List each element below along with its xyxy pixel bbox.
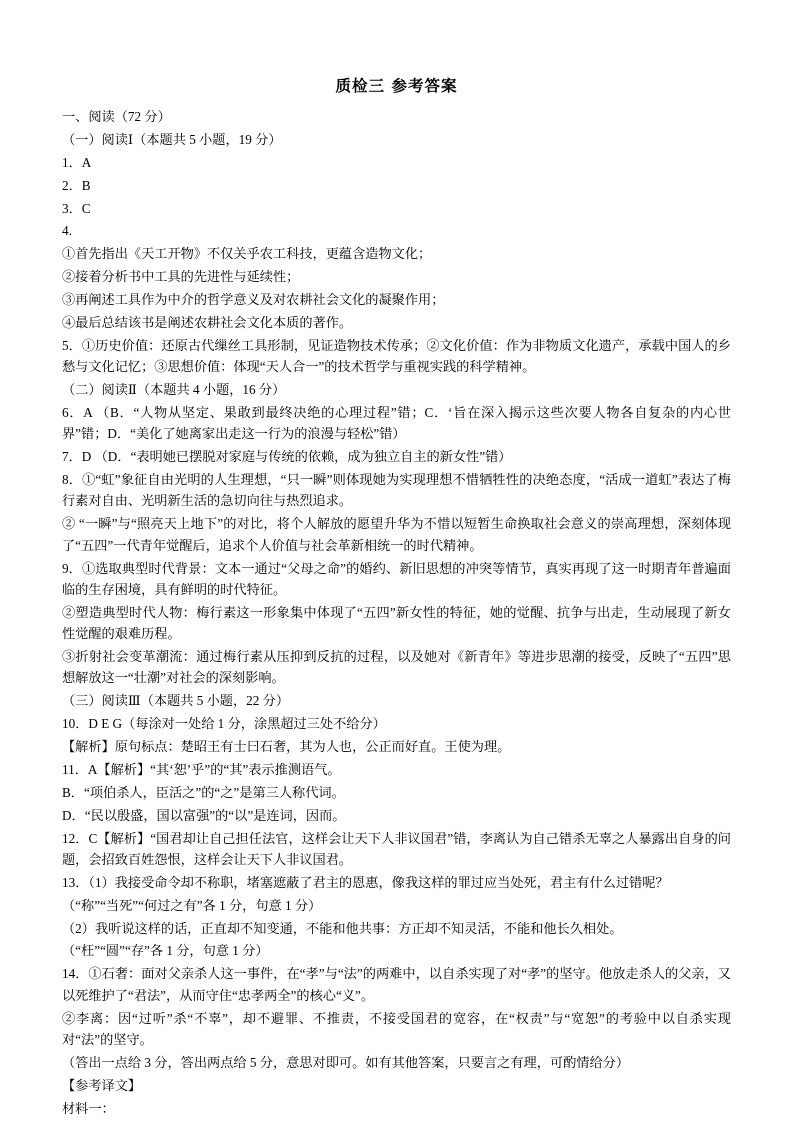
section-heading-1: 一、阅读（72 分） [62,109,171,124]
answer-item-2: 2．B [62,177,91,193]
answer-item-4-sub2: ②接着分析书中工具的先进性与延续性； [62,269,300,285]
answer-item-6: 6．A （B．“人物从坚定、果敢到最终决绝的心理过程”错；C．‘旨在深入揭示这些次要人物各自复杂的内心世界”错；D．“美化了她离家出走这一行为的浪漫与轻松”错） [62,404,731,442]
answer-item-10: 10．D E G（每涂对一处给 1 分，涂黑超过三处不给分） [62,716,386,732]
answer-item-8: 8．①“虹”象征自由光明的人生理想，“只一瞬”则体现她为实现理想不惜牺牲性的决绝态度，“活成一道虹”表达了梅行素对自由、光明新生活的急切向往与热烈追求。 [62,472,731,509]
subsection-heading-3: （三）阅读Ⅲ（本题共 5 小题，22 分） [62,693,290,709]
answer-item-8-sub2: ② “一瞬”与“照亮天上地下”的对比，将个人解放的愿望升华为不惜以短暂生命换取社会意义的崇高理想，深刻体现了“五四”一代青年觉醒后，追求个人价值与社会革新相统一的时代精神。 [62,516,731,553]
answer-item-13-note2: （“枉”“圆”“存”各 1 分，句意 1 分） [62,943,269,959]
answer-item-1: 1．A [62,154,92,170]
answer-item-9-sub2: ②塑造典型时代人物：梅行素这一形象集中体现了“五四”新女性的特征，她的觉醒、抗争与出走，生动展现了新女性觉醒的艰难历程。 [62,604,731,642]
answer-item-14: 14．①石奢：面对父亲杀人这一事件，在“孝”与“法”的两难中，以自杀实现了对“孝”的坚守。他放走杀人的父亲，又以死维护了“君法”，从而守住“忠孝两全”的核心“义”。 [62,966,731,1003]
answer-item-13: 13．（1）我接受命令却不称职，堵塞遮蔽了君主的恩惠，像我这样的罪过应当处死，君主有什么过错呢？ [62,874,669,890]
answer-item-11-sub-d: D．“民以殷盛，国以富强”的“以”是连词，因而。 [62,807,346,823]
answer-item-11-sub-b: B．“项伯杀人，臣活之”的“之”是第三人称代词。 [62,784,345,800]
reference-translation-heading: 【参考译文】 [62,1077,142,1093]
answer-item-4: 4. [62,223,72,239]
answer-item-13-note1: （“称”“当死”“何过之有”各 1 分，句意 1 分） [62,897,322,913]
answer-item-3: 3．C [62,200,91,216]
answer-item-11: 11．A【解析】“其‘恕’乎”的“其”表示推测语气。 [62,761,341,777]
document-body [62,106,731,1119]
subsection-heading-1: （一）阅读Ⅰ（本题共 5 小题，19 分） [62,131,282,147]
answer-item-4-sub1: ①首先指出《天工开物》不仅关乎农工科技，更蕴含造物文化； [62,246,432,262]
answer-item-4-sub3: ③再阐述工具作为中介的哲学意义及对农耕社会文化的凝聚作用； [62,292,445,307]
answer-item-14-sub2: ②李离：因“过听”杀“不辜”，却不避罪、不推责，不接受国君的宽容，在“权责”与“宽恕”的考验中以自杀实现对“法”的坚守。 [62,1010,731,1047]
answer-item-14-note: （答出一点给 3 分，答出两点给 5 分，意思对即可。如有其他答案，只要言之有理，可酌情给分） [62,1054,630,1070]
page-title: 质检三 参考答案 [335,77,458,95]
subsection-heading-2: （二）阅读Ⅱ（本题共 4 小题，16 分） [62,382,286,397]
answer-item-12: 12．C【解析】“国君却让自己担任法官，这样会让天下人非议国君”错，李离认为自己错杀无辜之人暴露出自身的问题，会招致百姓怨恨，这样会让天下人非议国君。 [62,830,731,867]
answer-item-9: 9．①选取典型时代背景：文本一通过“父母之命”的婚约、新旧思想的冲突等情节，真实再现了这一时期青年普遍面临的生存困境，具有鲜明的时代特征。 [62,560,731,597]
answer-item-10-analysis: 【解析】原句标点：楚昭王有士曰石奢，其为人也，公正而好直。王使为理。 [62,739,511,754]
answer-item-13-sub2: （2）我听说这样的话，正直却不知变通，不能和他共事：方正却不知灵活，不能和他长久相处。 [62,920,623,936]
answer-item-4-sub4: ④最后总结该书是阐述农耕社会文化本质的著作。 [62,314,353,330]
answer-item-7: 7．D （D．“表明她已摆脱对家庭与传统的依赖，成为独立自主的新女性”错） [62,449,512,465]
answer-item-9-sub3: ③折射社会变革潮流：通过梅行素从压抑到反抗的过程，以及她对《新青年》等进步思潮的接受，反映了“五四”思想解放这一“壮潮”对社会的深刻影响。 [62,649,731,686]
answer-item-5: 5．①历史价值：还原古代缫丝工具形制，见证造物技术传承；②文化价值：作为非物质文化遗产，承载中国人的乡愁与文化记忆；③思想价值：体现“天人合一”的技术哲学与重视实践的科学精神。 [62,337,731,375]
material-one-heading: 材料一： [62,1100,115,1116]
